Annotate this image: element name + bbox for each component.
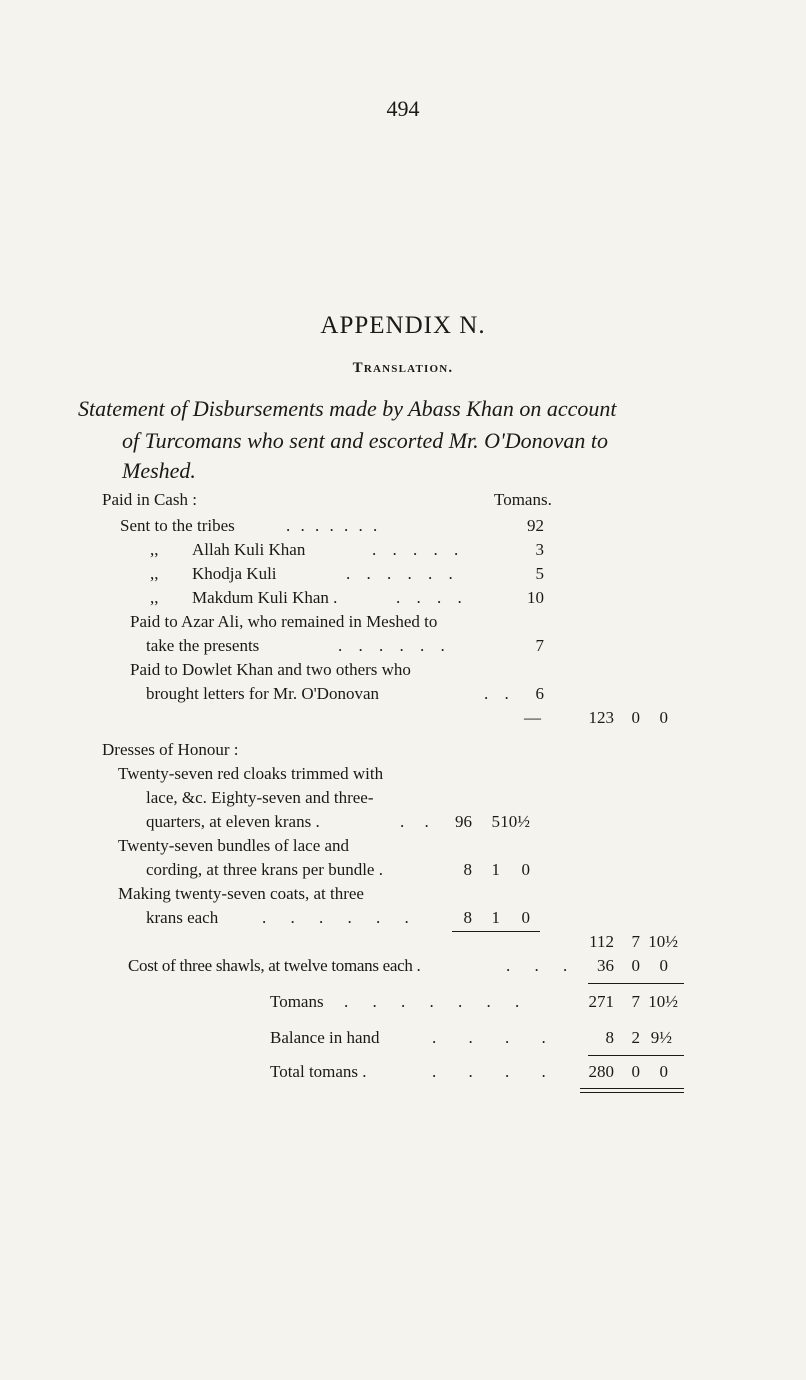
total-row-leaders: . . . . — [432, 1062, 560, 1081]
total-row-tomans: 280 — [588, 1062, 614, 1081]
dresses-subtotal-tomans: 112 — [589, 932, 614, 951]
bundles-line-1: Twenty-seven bundles of lace and — [118, 836, 350, 855]
tomans-row-label: Tomans — [270, 992, 324, 1011]
shawls-shahis: 0 — [659, 956, 668, 975]
dowlet-khan-leaders: . . — [484, 684, 515, 703]
coats-shahis: 0 — [521, 908, 530, 927]
dowlet-khan-value: 6 — [535, 684, 544, 703]
cloaks-line-2: lace, &c. Eighty-seven and three- — [146, 788, 374, 807]
coats-leaders: . . . . . . — [262, 908, 419, 927]
bundles-krans: 1 — [491, 860, 500, 879]
cash-item-allah-kuli-leaders: . . . . . — [372, 540, 465, 559]
cloaks-krans: 5 — [491, 812, 500, 831]
ditto-mark: ,, — [150, 540, 159, 559]
balance-row-label: Balance in hand — [270, 1028, 380, 1047]
balance-row-tomans: 8 — [605, 1028, 614, 1047]
cash-item-khodja-kuli-value: 5 — [535, 564, 544, 583]
shawls-text: Cost of three shawls, at twelve tomans each . — [128, 956, 421, 975]
sum-dash: — — [524, 708, 541, 727]
shawls-tomans: 36 — [597, 956, 614, 975]
dowlet-khan-line-2: brought letters for Mr. O'Donovan — [146, 684, 379, 703]
translation-label: Translation. — [352, 360, 454, 376]
page-number: 494 — [386, 96, 420, 121]
cash-label: Paid in Cash : — [102, 490, 197, 509]
balance-row-shahis: 9½ — [650, 1028, 672, 1047]
coats-krans: 1 — [491, 908, 500, 927]
cloaks-tomans: 96 — [455, 812, 472, 831]
tomans-row-tomans: 271 — [588, 992, 614, 1011]
cash-item-tribes: Sent to the tribes — [120, 516, 235, 535]
tomans-row-leaders: . . . . . . . — [344, 992, 530, 1011]
coats-tomans: 8 — [463, 908, 472, 927]
cash-item-allah-kuli: Allah Kuli Khan — [192, 540, 306, 559]
cash-total-tomans: 123 — [588, 708, 614, 727]
dowlet-khan-line-1: Paid to Dowlet Khan and two others who — [130, 660, 411, 679]
balance-row-leaders: . . . . — [432, 1028, 560, 1047]
subtotal-rule — [452, 931, 540, 932]
bundles-line-2: cording, at three krans per bundle . — [146, 860, 383, 879]
cash-item-khodja-kuli-leaders: . . . . . . — [346, 564, 459, 583]
cash-total-krans: 0 — [631, 708, 640, 727]
total-row-krans: 0 — [631, 1062, 640, 1081]
bundles-tomans: 8 — [463, 860, 472, 879]
ditto-mark: ,, — [150, 564, 159, 583]
appendix-title: APPENDIX N. — [320, 312, 486, 339]
cloaks-shahis: 10½ — [500, 812, 530, 831]
total-row-shahis: 0 — [659, 1062, 668, 1081]
cash-total-shahis: 0 — [659, 708, 668, 727]
shawls-krans: 0 — [631, 956, 640, 975]
cash-item-tribes-leaders: . . . . . . . — [286, 516, 381, 535]
cash-item-makdum-kuli-value: 10 — [527, 588, 544, 607]
cloaks-line-1: Twenty-seven red cloaks trimmed with — [118, 764, 384, 783]
tomans-column-header: Tomans. — [494, 490, 552, 509]
balance-rule — [588, 1055, 684, 1056]
total-row-label: Total tomans . — [270, 1062, 367, 1081]
coats-line-2: krans each — [146, 908, 219, 927]
dresses-subtotal-krans: 7 — [631, 932, 640, 951]
azar-ali-line-2: take the presents — [146, 636, 260, 655]
shawls-rule — [588, 983, 684, 984]
cash-item-makdum-kuli-leaders: . . . . — [396, 588, 468, 607]
cash-item-tribes-value: 92 — [527, 516, 544, 535]
ditto-mark: ,, — [150, 588, 159, 607]
tomans-row-krans: 7 — [631, 992, 640, 1011]
shawls-leaders: . . . — [506, 956, 578, 975]
cloaks-line-3: quarters, at eleven krans . — [146, 812, 320, 831]
azar-ali-value: 7 — [535, 636, 544, 655]
cash-item-allah-kuli-value: 3 — [535, 540, 544, 559]
azar-ali-leaders: . . . . . . — [338, 636, 451, 655]
total-double-rule — [580, 1088, 684, 1093]
cloaks-leaders: . . — [400, 812, 437, 831]
cash-item-khodja-kuli: Khodja Kuli — [192, 564, 277, 583]
heading-line-2: of Turcomans who sent and escorted Mr. O'Donovan to — [122, 428, 609, 453]
heading-line-3: Meshed. — [122, 458, 196, 483]
heading-line-1: Statement of Disbursements made by Abass Khan on account — [78, 396, 617, 421]
dresses-label: Dresses of Honour : — [102, 740, 239, 759]
dresses-subtotal-shahis: 10½ — [648, 932, 678, 951]
cash-item-makdum-kuli: Makdum Kuli Khan . — [192, 588, 338, 607]
coats-line-1: Making twenty-seven coats, at three — [118, 884, 364, 903]
tomans-row-shahis: 10½ — [648, 992, 678, 1011]
bundles-shahis: 0 — [521, 860, 530, 879]
azar-ali-line-1: Paid to Azar Ali, who remained in Meshed to — [130, 612, 438, 631]
balance-row-krans: 2 — [631, 1028, 640, 1047]
